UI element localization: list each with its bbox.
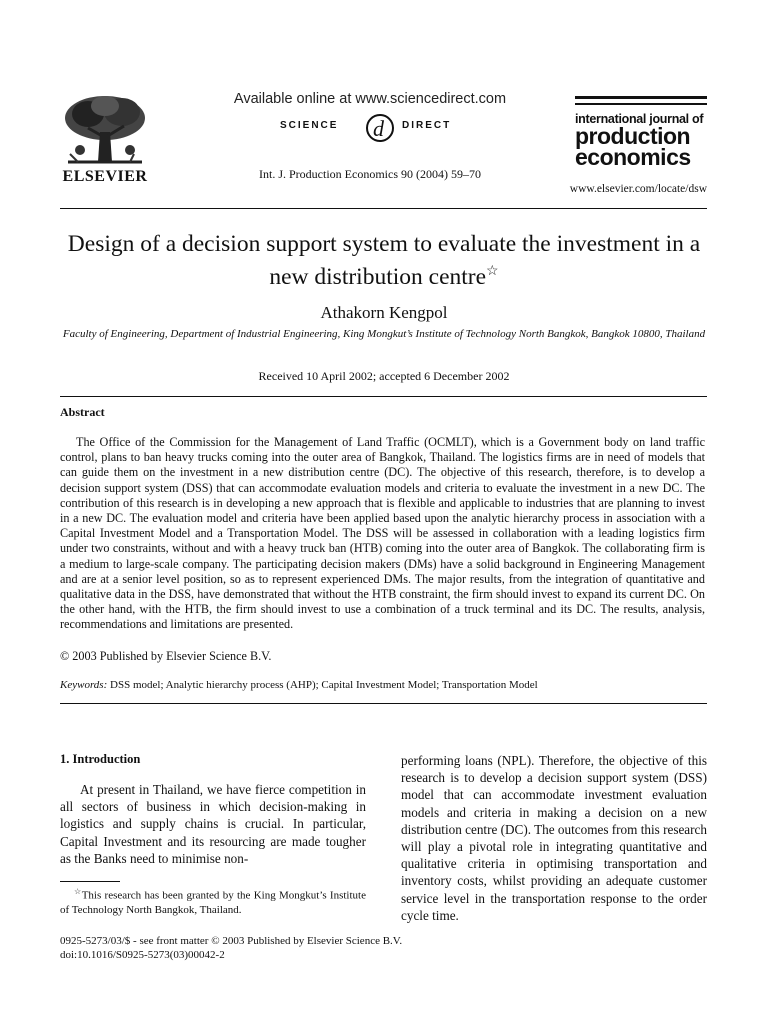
doi-line[interactable]: doi:10.1016/S0925-5273(03)00042-2 [60,949,225,961]
keywords-text: DSS model; Analytic hierarchy process (AHP); Capital Investment Model; Transportation Model [110,679,538,691]
sciencedirect-d-icon [360,111,400,143]
footnote-text: This research has been granted by the King Mongkut’s Institute of Technology North Bangkok, Thailand. [60,889,366,916]
sd-science-label: SCIENCE [280,120,339,131]
section-heading-introduction: 1. Introduction [60,752,141,766]
journal-masthead [575,96,707,168]
journal-citation: Int. J. Production Economics 90 (2004) 59–70 [259,167,481,181]
sd-direct-label: DIRECT [402,120,452,131]
elsevier-tree-logo [60,92,150,180]
footnote-rule [60,881,120,882]
abstract-body: The Office of the Commission for the Management of Land Traffic (OCMLT), which is a Government body on land traffic control, plans to ban heavy trucks coming into the outer area of Bangkok, Thailand. The logistics firms are in need of models that can guide them on the investment in a new distribution centre (DC). The objective of this research, therefore, is to develop a decision support system (DSS) that can accommodate evaluation models and criteria to evaluate the investment in a new DC. The contribution of this research is in developing a new approach that is flexible and applicable to industries that are planning to invest in a new DC. The evaluation model and criteria have been applied based upon the analytic hierarchy process in association with a Capital Investment Model and a Transportation Model. The DSS will be assessed in collaboration with a leading logistics firm under two constraints, without and with a heavy truck ban (HTB) coming into the outer area of Bangkok. The collaborating firm is a medium to large-scale company. The participating decision makers (DMs) have a solid background in Engineering Management and are at a senior level position, so as to represent experienced DMs. The major results, from the integration of quantitative and qualitative data in the DSS, have demonstrated that without the HTB constraint, the firm should invest to expand its current DC. On the other hand, with the HTB, the firm should invest to use a combination of a truck terminal and its DC. The results, analysis, recommendations and limitations are presented. [60,435,705,632]
title-footnote-mark[interactable]: ☆ [486,264,499,279]
abstract-bottom-rule [60,703,707,704]
footnote-mark: ☆ [74,887,82,896]
journal-name-line2: production [575,123,691,149]
intro-left-column: At present in Thailand, we have fierce competition in all sectors of business in which decision-making in logistics and supply chains is crucial. In particular, Capital Investment and its resourcing are made tougher as the Banks need to minimise non- [60,782,366,866]
journal-name-line1: international journal of [575,112,704,126]
keywords-line [60,679,705,691]
article-title [60,230,708,291]
sciencedirect-logo[interactable] [280,111,480,143]
keywords-label: Keywords: [60,679,108,691]
issn-block [60,934,560,962]
title-footnote [60,885,366,917]
masthead-rule-2 [575,103,707,105]
article-title-text: Design of a decision support system to evaluate the investment in a new distribution centre [67,231,701,290]
intro-right-column: performing loans (NPL). Therefore, the objective of this research is to develop a decision support system (DSS) model that can accommodate investment evaluation models and criteria in making a decision on a new distribution centre (DC). The outcomes from this research will play a pivotal role in integrating quantitative and qualitative criteria in optimising transportation and inventory costs, whilst providing an adequate customer service level in the transportation response to the order cycle time. [401,753,707,923]
received-dates: Received 10 April 2002; accepted 6 December 2002 [258,369,510,383]
journal-name-line3: economics [575,144,691,170]
article-author: Athakorn Kengpol [320,303,448,322]
masthead-rule-top [575,96,707,99]
available-online-link[interactable]: Available online at www.sciencedirect.com [233,91,507,107]
publisher-name: ELSEVIER [62,168,148,185]
svg-text:d: d [373,116,384,141]
abstract-heading: Abstract [60,405,105,419]
header-divider [60,208,707,209]
issn-line: 0925-5273/03/$ - see front matter © 2003 Published by Elsevier Science B.V. [60,935,403,947]
author-affiliation: Faculty of Engineering, Department of Industrial Engineering, King Mongkut’s Institute of Technology North Bangkok, Bangkok 10800, Thailand [62,328,706,340]
journal-url-link[interactable]: www.elsevier.com/locate/dsw [569,183,707,195]
abstract-copyright: © 2003 Published by Elsevier Science B.V. [60,649,272,663]
abstract-top-rule [60,396,707,397]
